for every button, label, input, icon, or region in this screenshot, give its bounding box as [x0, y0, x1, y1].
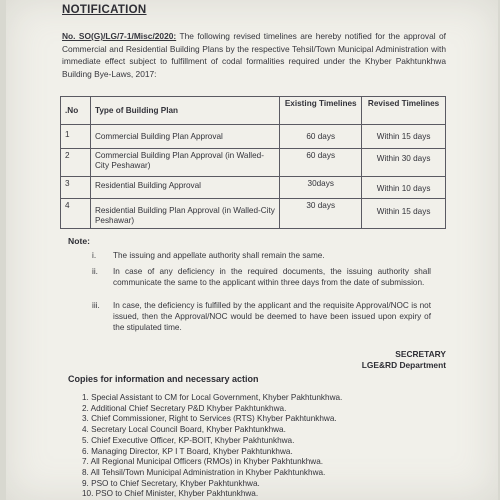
note-text: The issuing and appellate authority shall remain the same. [113, 251, 325, 260]
list-item: 8. All Tehsil/Town Municipal Administration in Khyber Pakhtunkhwa. [82, 467, 326, 477]
note-number: ii. [92, 267, 98, 276]
list-item: 7. All Regional Municipal Officers (RMOs) in Khyber Pakhtunkhwa. [82, 457, 324, 467]
cell-existing: 60 days [280, 125, 362, 149]
table-row [61, 177, 446, 199]
cell-revised: Within 10 days [362, 177, 446, 199]
header-type: Type of Building Plan [90, 97, 279, 125]
cell-revised: Within 30 days [362, 149, 446, 177]
note-number: iii. [92, 301, 100, 310]
table-row [61, 149, 446, 177]
table-header-row [61, 97, 446, 125]
cell-existing: 60 days [280, 149, 362, 177]
copies-list [82, 393, 342, 500]
cell-type: Commercial Building Plan Approval (in Walled-City Peshawar) [90, 149, 279, 177]
notification-heading: NOTIFICATION [62, 4, 147, 16]
notification-reference: No. SO(G)/LG/7-1/Misc/2020: [62, 31, 177, 41]
note-number: i. [92, 251, 97, 260]
cell-type: Residential Building Approval [90, 177, 279, 199]
header-no: .No [61, 97, 91, 125]
cell-revised: Within 15 days [362, 199, 446, 229]
note-title: Note: [68, 236, 90, 246]
cell-existing: 30 days [280, 199, 362, 229]
signature-department: LGE&RD Department [361, 360, 446, 370]
note-text: In case of any deficiency in the required documents, the issuing authority shall communicate the same to the applicant within three days from the date of submission. [113, 267, 431, 287]
cell-no: 2 [61, 149, 91, 177]
document-page [6, 0, 498, 500]
cell-no: 1 [61, 125, 91, 149]
list-item: 1. Special Assistant to CM for Local Government, Khyber Pakhtunkhwa. [82, 393, 343, 402]
timelines-table [60, 96, 446, 229]
list-item: 3. Chief Commissioner, Right to Services (RTS) Khyber Pakhtunkhwa. [82, 414, 337, 424]
note-text: In case, the deficiency is fulfilled by the applicant and the requisite Approval/NOC is not issued, then the Approval/NOC would be deemed to have been issued upon expiry of the stipulated time. [113, 301, 431, 332]
header-existing: Existing Timelines [280, 97, 362, 125]
intro-text: The following revised timelines are hereby notified for the approval of Commercial and Residential Building Plans by the respective Tehsil/Town Municipal Administration with immediate effect subject to fulfillment of codal formalities required under the Khyber Pakhtunkhwa Building Bye-Laws, 2017: [62, 31, 446, 79]
cell-revised: Within 15 days [362, 125, 446, 149]
header-revised: Revised Timelines [362, 97, 446, 125]
signature-title: SECRETARY [395, 349, 446, 359]
table-row [61, 125, 446, 149]
list-item: 4. Secretary Local Council Board, Khyber Pakhtunkhwa. [82, 425, 286, 435]
cell-no: 3 [61, 177, 91, 199]
cell-type: Residential Building Plan Approval (in Walled-City Peshawar) [90, 199, 279, 229]
list-item: 6. Managing Director, KP I T Board, Khyber Pakhtunkhwa. [82, 446, 293, 456]
table-row [61, 199, 446, 229]
list-item: 5. Chief Executive Officer, KP-BOIT, Khyber Pakhtunkhwa. [82, 435, 295, 445]
list-item: 10. PSO to Chief Minister, Khyber Pakhtunkhwa. [82, 489, 259, 499]
cell-type: Commercial Building Plan Approval [90, 125, 279, 149]
intro-paragraph [62, 30, 446, 80]
cell-no: 4 [61, 199, 91, 229]
list-item: 9. PSO to Chief Secretary, Khyber Pakhtunkhwa. [82, 478, 260, 488]
copies-title: Copies for information and necessary action [68, 374, 259, 384]
cell-existing: 30days [280, 177, 362, 199]
list-item: 2. Additional Chief Secretary P&D Khyber Pakhtunkhwa. [82, 403, 287, 413]
